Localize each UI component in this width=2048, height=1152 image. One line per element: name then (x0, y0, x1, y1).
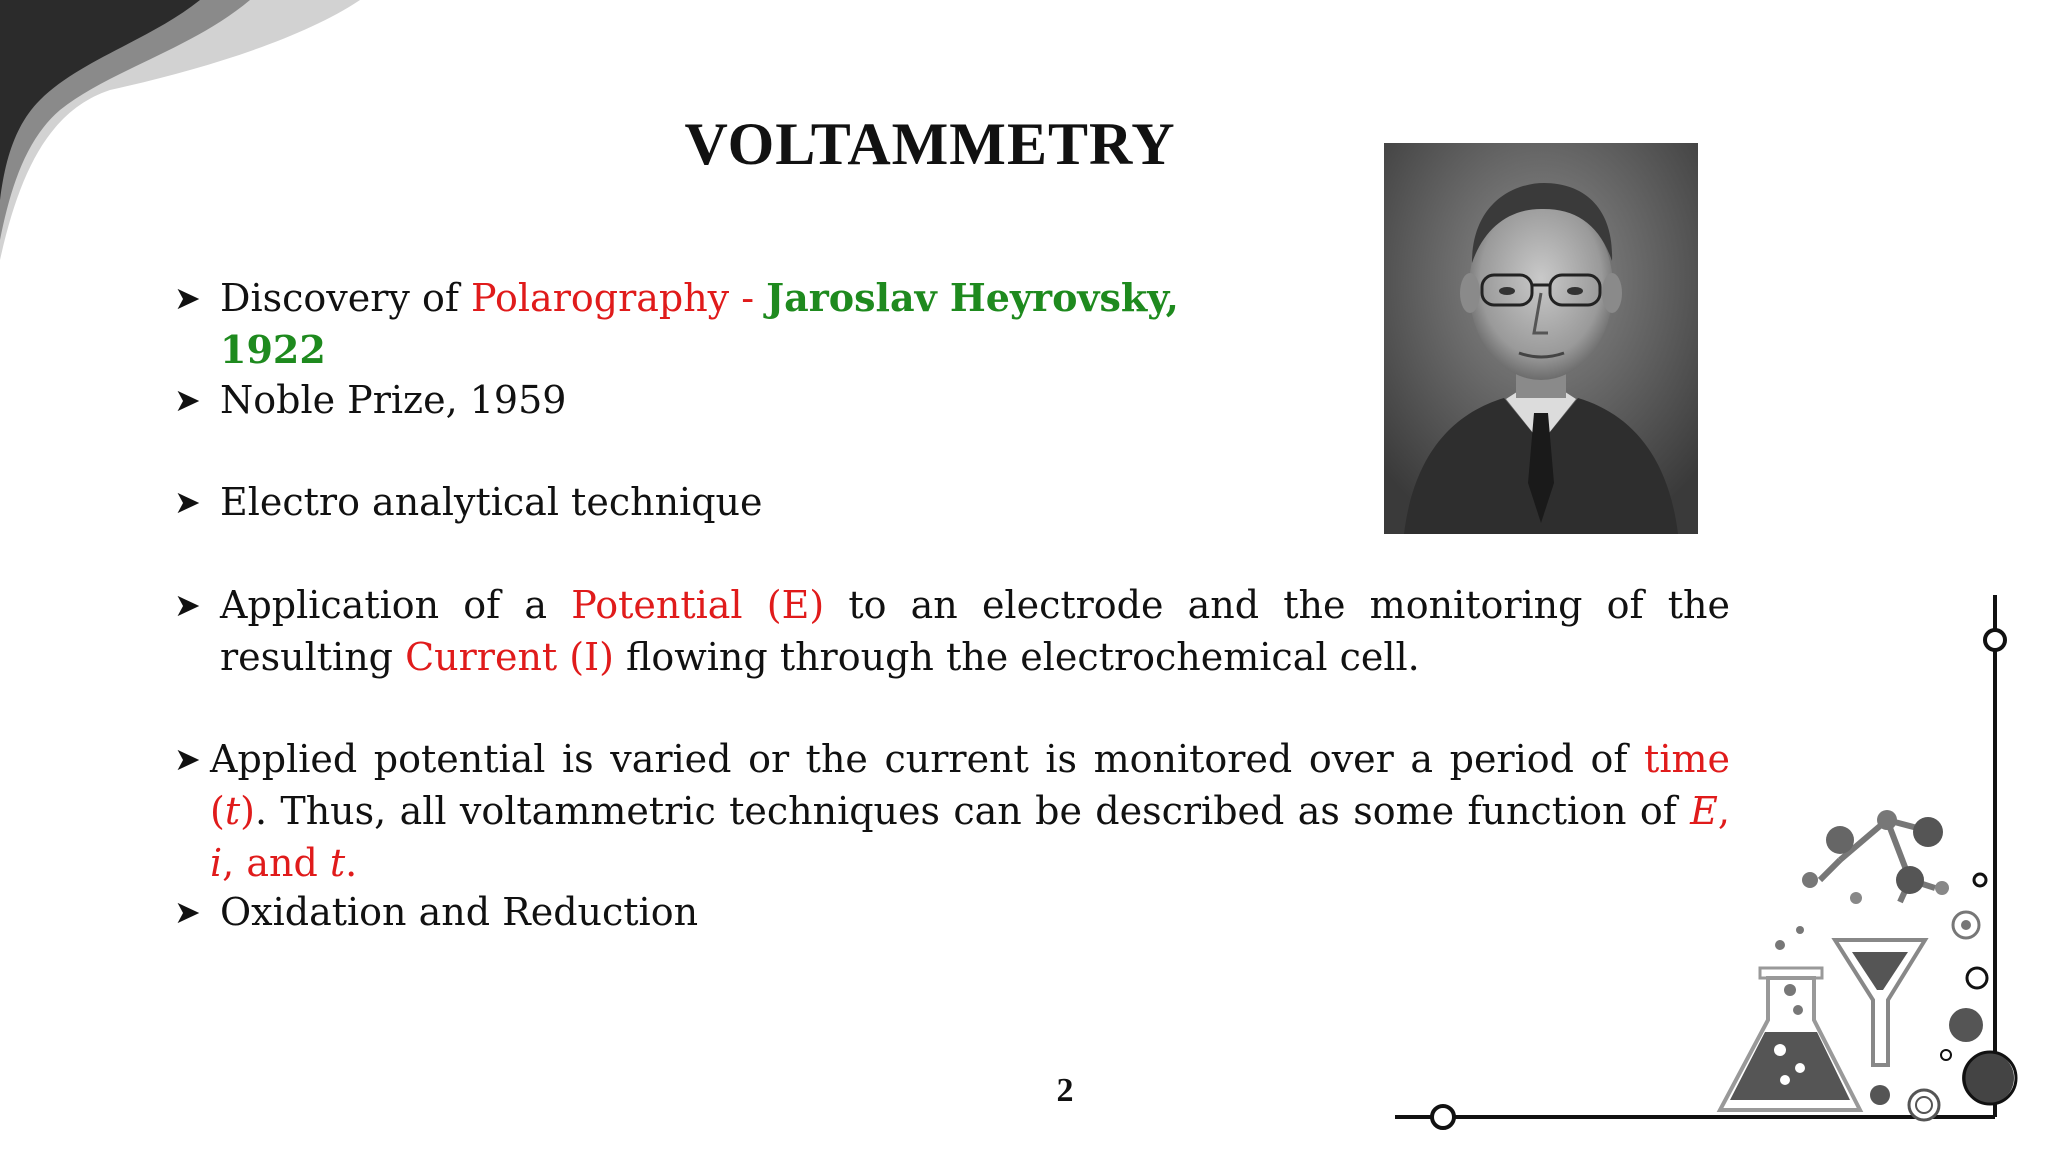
arrowhead-bullet-icon: ➤ (174, 381, 201, 419)
page-number: 2 (1056, 1072, 1074, 1109)
chemistry-lab-icon (1380, 580, 2048, 1152)
arrowhead-bullet-icon: ➤ (174, 586, 201, 624)
arrowhead-bullet-icon: ➤ (174, 483, 201, 521)
portrait-photo (1384, 143, 1698, 534)
flask-icon (1720, 926, 1860, 1110)
bullet-item (174, 476, 1274, 528)
bullet-item (174, 374, 1274, 426)
bullet-item (174, 272, 1274, 376)
bullet-text: Application of a Potential (E) to an electrode and the monitoring of the resulting Current (I) flowing through the electrochemical cell. (220, 583, 1730, 679)
slide-title: VOLTAMMETRY (684, 111, 1176, 177)
bullet-text: Applied potential is varied or the current is monitored over a period of time (t). Thus, all voltammetric techniques can be described as some function of E, i, and t. (210, 737, 1730, 885)
bullet-text: Discovery of Polarography - Jaroslav Heyrovsky, 1922 (220, 275, 1179, 372)
bullet-text: Oxidation and Reduction (220, 890, 699, 934)
funnel-icon (1835, 940, 1925, 1065)
bullet-item (174, 886, 1274, 938)
arrowhead-bullet-icon: ➤ (174, 893, 201, 931)
arrowhead-bullet-icon: ➤ (174, 740, 201, 778)
bullet-text: Electro analytical technique (220, 480, 763, 524)
molecule-icon (1802, 810, 1949, 904)
arrowhead-bullet-icon: ➤ (174, 279, 201, 317)
bullet-text: Noble Prize, 1959 (220, 378, 567, 422)
